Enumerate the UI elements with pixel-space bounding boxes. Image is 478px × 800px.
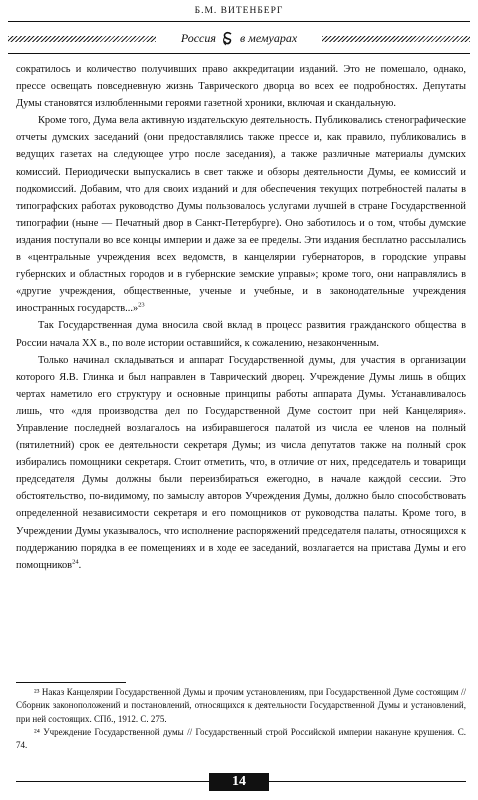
footnotes — [16, 686, 466, 752]
footnote-ref: 23 — [138, 301, 145, 309]
paragraph: Так Государственная дума вносила свой вклад в процесс развития гражданского общества в России начала XX в., по воле истории оставшийся, к сожалению, незаконченным. — [16, 320, 466, 349]
running-head-author: Б.М. ВИТЕНБЕРГ — [194, 6, 284, 16]
page-number: 14 — [209, 773, 269, 791]
hatch-ornament-right — [322, 36, 470, 42]
footnote-separator — [16, 682, 126, 683]
footnote-ref: 24 — [72, 558, 79, 566]
hatch-ornament-left — [8, 36, 156, 42]
paragraph: сократилось и количество получивших право аккредитации изданий. Это не помешало, однако, прессе освещать повседневную жизнь Таврического дворца во всех ее подробностях. Депутаты Думы становятся излюбленными героями газетной хроники, включая и скандальную. — [16, 64, 466, 110]
series-band — [8, 27, 470, 49]
footnote: ²⁴ Учреждение Государственной думы // Государственный строй Российской империи накануне крушения. С. 74. — [16, 726, 466, 751]
series-logo-icon — [221, 31, 235, 47]
series-title-left: Россия — [180, 31, 216, 45]
main-text — [16, 61, 466, 574]
footnote: ²³ Наказ Канцелярии Государственной Думы и прочим установлениям, при Государственной Думе состоящим // Сборник законоположений и постановлений, относящихся к деятельности Государственной Думы и установлений, при ней состоящих. СПб., 1912. С. 275. — [16, 687, 466, 724]
paragraph: Кроме того, Дума вела активную издательскую деятельность. Публиковались стенографические отчеты думских заседаний (они предоставлялись также прессе и, как правило, публиковались в ведущих газетах на следующее утро после заседания), а также различные материалы думских комиссий. Периодически выпускались в свет также и обзоры деятельности Думы, ее комиссий и подкомиссий. Добавим, что для своих изданий и для обеспечения текущих потребностей палаты в типографских работах руководство Думы пользовалось услугами лучшей в стране Государственной типографии (ныне — Печатный двор в Санкт-Петербурге). Оно заботилось и о том, чтобы думские издания поступали во все концы империи и даже за ее пределы. Эти издания бесплатно рассылались в «центральные учреждения всех ведомств, в канцелярии губернаторов, в городские управы губернских и областных городов и в губернские земские управы»; кроме того, они направлялись в «другие учреждения, общественные, ученые и учебные, и в законодательные учреждения иностранных государств...»$^{23}$ — [16, 115, 466, 315]
series-title-right: в мемуарах — [239, 31, 298, 45]
header-rule-lower — [8, 53, 470, 54]
paragraph: Только начинал складываться и аппарат Государственной думы, для участия в организации которого Я.В. Глинка и был направлен в Таврический дворец. Учреждение Думы лишь в общих чертах наметило его структуру и основные принципы работы аппарата Думы. Устанавливалось лишь, что «для производства дел по Государственной Думе состоит при ней Канцелярия». Управление последней возлагалось на избиравшегося палатой из числа ее членов на полный (пятилетний) срок ее деятельности секретаря Думы; из числа депутатов также на полный срок избирались помощники секретаря. Стоит отметить, что, в отличие от них, председатель и товарищи председателя Думы должны были переизбираться ежегодно, в начале каждой сессии. Это обстоятельство, по-видимому, по замыслу авторов Учреждения Думы, должно было способствовать определенной независимости секретаря и его помощников от руководства палаты. Кроме того, в Учреждении Думы указывалось, что исполнение распоряжений председателя палаты, относящихся к поддержанию порядка в ее помещениях и в ходе ее заседаний, возлагается на пристава Думы и его помощников$^{24}$. — [16, 354, 466, 571]
series-title — [158, 27, 320, 49]
header-rule — [8, 21, 470, 22]
folio-bar — [16, 773, 466, 791]
